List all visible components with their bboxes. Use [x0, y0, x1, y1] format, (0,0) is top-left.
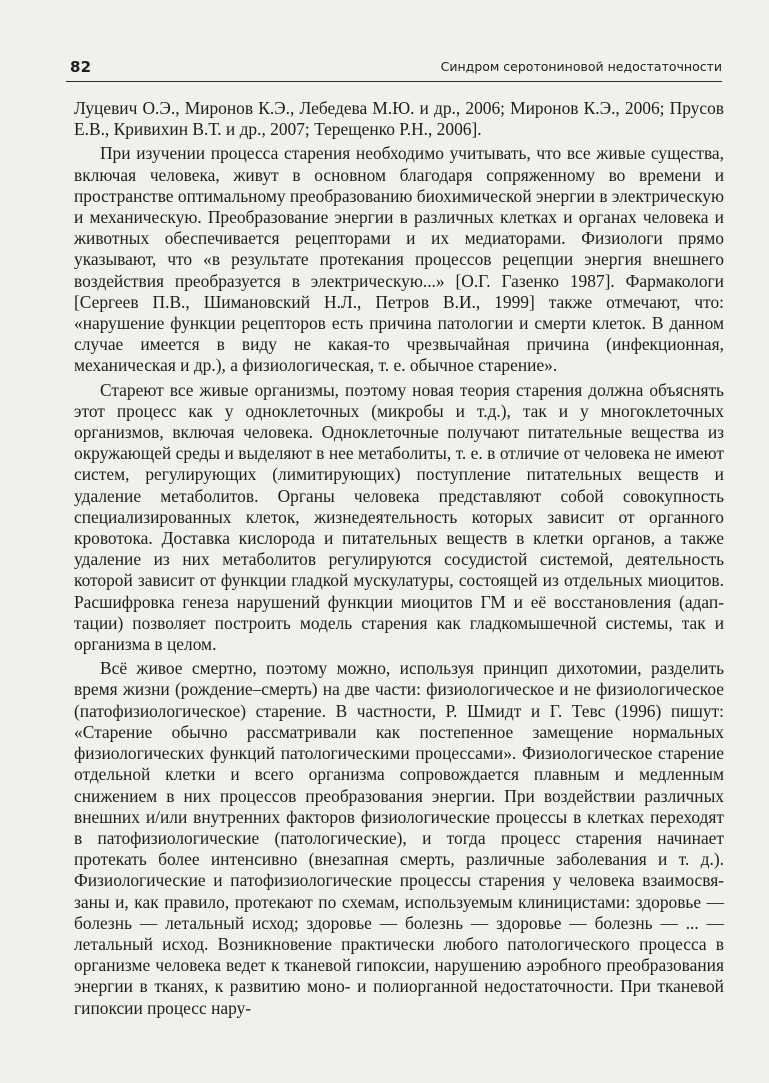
running-title: Синдром серотониновой недостаточности — [440, 59, 722, 74]
page-number: 82 — [70, 58, 92, 76]
paragraph: При изучении процесса старения необходимо учитывать, что все живые существа, включая человека, живут в основном благодаря сопряженному во времени и пространстве оптимальному преобразованию биохимической энергии в электрическую и механическую. Преобразование энергии в различных клетках и органах человека и животных обеспечивается рецепторами и их медиаторами. Физиологи прямо указывают, что «в результате протекания процессов рецепции энергия внешнего воздействия преобразуется в электрическую...» [О.Г. Газенко 1987]. Фармакологи [Сергеев П.В., Шимановский Н.Л., Петров В.И., 1999] также отмечают, что: «нарушение функции рецепторов есть причина патологии и смерти клеток. В данном случае имеется в виду не какая-то чрезвычайная причина (инфекционная, механическая и др.), а физиологическая, т. е. обычное старение». — [74, 143, 724, 376]
body-text — [74, 98, 724, 1019]
header-divider — [66, 81, 722, 82]
paragraph: Стареют все живые организмы, поэтому новая теория старения должна объяснять этот процесс как у одноклеточных (микробы и т.д.), так и у многоклеточных организмов, включая человека. Одноклеточные получают питательные вещества из окружающей среды и выделяют в нее метаболиты, т. е. в отличие от человека не имеют систем, регулирующих (лимитирующих) поступление питательных веществ и удаление метаболитов. Органы человека представляют собой совокупность специализированных клеток, жизнедеятельность которых зависит от органного кровотока. Доставка кислорода и питательных веществ в клетки органов, а также удаление из них метаболитов регулируются сосудистой системой, деятельность которой зависит от функции гладкой мускулатуры, состоящей из отдельных миоцитов. Расшифровка генеза нарушений функции миоцитов ГМ и её восстановления (адаптации) позволяет построить модель старения как гладкомышечной системы, так и организма в целом. — [74, 379, 724, 655]
paragraph-continuation: Луцевич О.Э., Миронов К.Э., Лебедева М.Ю. и др., 2006; Миронов К.Э., 2006; Прусов Е.В., Кривихин В.Т. и др., 2007; Терещенко Р.Н., 2006]. — [74, 98, 724, 140]
paragraph: Всё живое смертно, поэтому можно, используя принцип дихотомии, разделить время жизни (рождение–смерть) на две части: физиологическое и не физиологическое (патофизиологическое) старение. В частности, Р. Шмидт и Г. Тевс (1996) пишут: «Старение обычно рассматривали как постепенное замещение нормальных физиологических функций патологическими процессами». Физиологическое старение отдельной клетки и всего организма сопровождается плавным и медленным снижением в них процессов преобразования энергии. При воздействии различных внешних и/или внутренних факторов физиологические процессы в клетках переходят в патофизиологические (патологические), и тогда процесс старения начинает протекать более интенсивно (внезапная смерть, различные заболевания и т. д.). Физиологические и патофизиологические процессы старения у человека взаимосвязаны и, как правило, протекают по схемам, используемым клиницистами: здоровье — болезнь — летальный исход; здоровье — болезнь — здоровье — болезнь — ... — летальный исход. Возникновение практически любого патологического процесса в организме человека ведет к тканевой гипоксии, нарушению аэробного преобразования энергии в тканях, к развитию моно- и полиорганной недостаточности. При тканевой гипоксии процесс нару- — [74, 658, 724, 1018]
page-header — [66, 58, 722, 80]
